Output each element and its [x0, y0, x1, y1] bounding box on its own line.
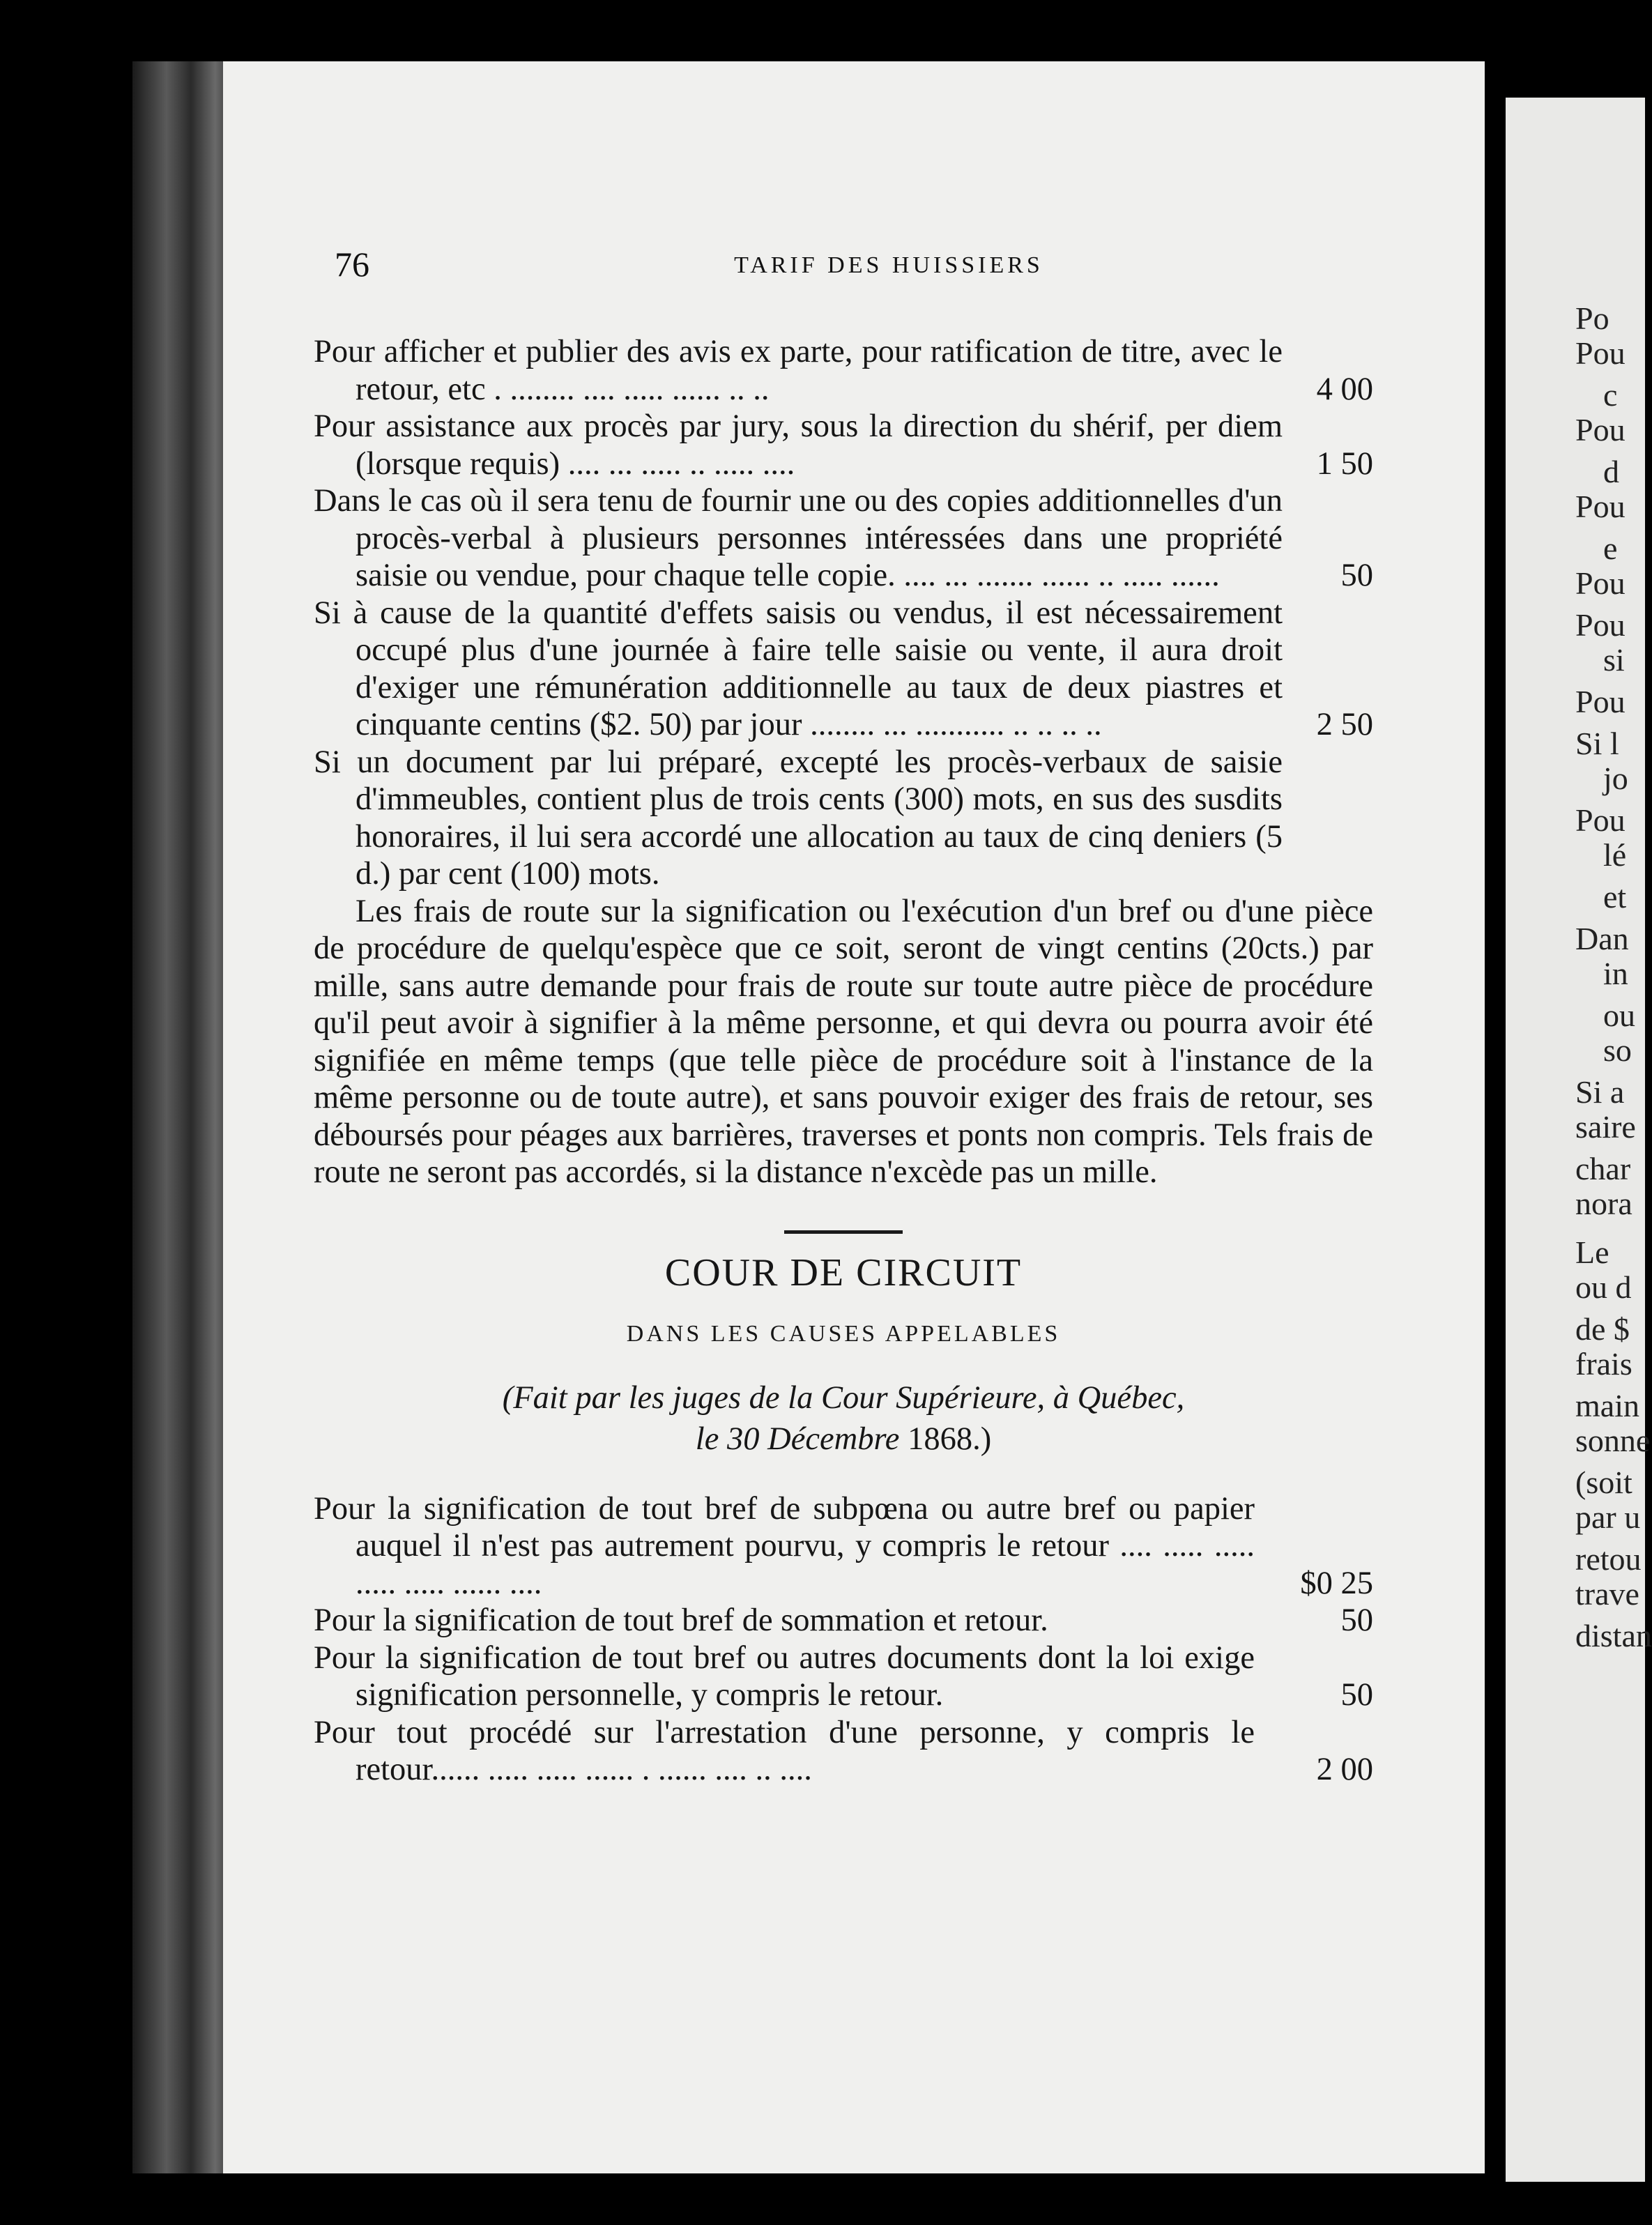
adjacent-page-fragment: d [1603, 454, 1619, 489]
fee-entry-amount: 2 00 [1316, 1752, 1373, 1787]
fee-list-bottom [314, 1490, 1373, 1789]
adjacent-page-fragment: Pou [1575, 607, 1626, 643]
adjacent-page-fragment: ou [1603, 997, 1635, 1033]
fee-entry [314, 408, 1373, 482]
fee-list-bottom-wrap [314, 1490, 1373, 1789]
adjacent-page-fragment: ou d [1575, 1269, 1632, 1305]
fee-entry-amount: 4 00 [1316, 371, 1373, 407]
adjacent-page-fragment: Pou [1575, 565, 1626, 601]
travel-fees-paragraph: Les frais de route sur la signification ou l'exécution d'un bref ou d'une pièce de procédure de quelqu'espèce que ce soit, seront de vingt centins (20cts.) par mille, sans autre demande pour frais de route sur toute autre pièce de procédure qu'il peut avoir à signifier à la même personne, et qui devra ou pourra avoir été signifiée en même temps (que telle pièce de procédure soit à l'instance de la même personne ou de toute autre), et sans pouvoir exiger des frais de retour, ses déboursés pour péages aux barrières, traverses et ponts non compris. Tels frais de route ne seront pas accordés, si la distance n'excède pas un mille. [314, 893, 1373, 1190]
fee-entry [314, 1602, 1373, 1639]
fee-entry-amount: 1 50 [1316, 445, 1373, 482]
note-month: Décembre [767, 1421, 900, 1457]
section-note-line1: (Fait par les juges de la Cour Supérieure, à Québec, [502, 1379, 1185, 1416]
adjacent-page-fragment: so [1603, 1032, 1632, 1068]
section-note-line2 [314, 1421, 1373, 1458]
adjacent-page-fragment: Dan [1575, 921, 1629, 956]
adjacent-page-fragment: sonne [1575, 1423, 1651, 1458]
page-header [335, 244, 1443, 293]
page-text [314, 333, 1373, 1789]
fee-entry-text: Pour la signification de tout bref de sommation et retour. [314, 1603, 1048, 1638]
adjacent-page-fragment: Pou [1575, 335, 1626, 371]
fee-entry [314, 482, 1373, 595]
fee-entry-text: Pour la signification de tout bref de subpœna ou autre bref ou papier auquel il n'est pas autrement pourvu, y compris le retour .... ..... ..... ..... ..... ...... .... [314, 1490, 1255, 1601]
adjacent-page-fragment: si [1603, 642, 1625, 678]
adjacent-page-fragment: Pou [1575, 412, 1626, 448]
fee-entry [314, 1714, 1373, 1789]
adjacent-page-fragment: par u [1575, 1499, 1641, 1535]
fee-list-top [314, 333, 1373, 893]
adjacent-page-fragment: Pou [1575, 489, 1626, 524]
section-divider [784, 1230, 903, 1234]
adjacent-page-fragment: Le [1575, 1234, 1609, 1270]
book-page [223, 61, 1485, 2173]
fee-entry-text: Pour la signification de tout bref ou autres documents dont la loi exige signification personnelle, y compris le retour. [314, 1639, 1255, 1713]
running-head: TARIF DES HUISSIERS [734, 252, 1043, 278]
adjacent-page-fragment: et [1603, 879, 1627, 915]
fee-entry-amount: 50 [1340, 1677, 1373, 1713]
fee-entry-amount: 50 [1340, 1603, 1373, 1638]
fee-entry-text: Pour afficher et publier des avis ex parte, pour ratification de titre, avec le retour, etc . ........ .... ..... ...... .. .. [314, 334, 1283, 407]
adjacent-page-fragment: main [1575, 1388, 1639, 1423]
fee-entry [314, 1490, 1373, 1603]
adjacent-page-fragment: c [1603, 377, 1618, 413]
adjacent-page-fragment: jo [1603, 760, 1628, 796]
adjacent-page-fragment: Pou [1575, 684, 1626, 719]
adjacent-page-fragment: in [1603, 956, 1628, 991]
fee-entry-text: Si à cause de la quantité d'effets saisis ou vendus, il est nécessairement occupé plus d'une journée à faire telle saisie ou vente, il aura droit d'exiger une rémunération additionnelle au taux de deux piastres et cinquante centins ($2. 50) par jour ........ ... ........... .. .. .. .. [314, 595, 1283, 742]
adjacent-page-fragment: Si l [1575, 726, 1619, 761]
fee-entry-text: Si un document par lui préparé, excepté les procès-verbaux de saisie d'immeubles, contient plus de trois cents (300) mots, en sus des susdits honoraires, il lui sera accordé une allocation au taux de cinq deniers (5 d.) par cent (100) mots. [314, 744, 1283, 892]
fee-entry [314, 595, 1373, 744]
fee-entry-text: Pour assistance aux procès par jury, sous la direction du shérif, per diem (lorsque requis) .... ... ..... .. ..... .... [314, 408, 1283, 482]
fee-entry-text: Pour tout procédé sur l'arrestation d'une personne, y compris le retour...... ..... ..... ...... . ...... .... .. .... [314, 1714, 1255, 1787]
book-spine [132, 61, 230, 2173]
adjacent-page-fragment: retou [1575, 1541, 1642, 1577]
adjacent-page-fragment: distan [1575, 1618, 1652, 1653]
adjacent-page-fragment: trave [1575, 1576, 1639, 1612]
section-subtitle: DANS LES CAUSES APPELABLES [626, 1321, 1061, 1347]
adjacent-page-fragment: e [1603, 530, 1618, 566]
fee-entry [314, 1639, 1373, 1714]
fee-entry-text: Dans le cas où il sera tenu de fournir une ou des copies additionnelles d'un procès-verbal à plusieurs personnes intéressées dans une propriété saisie ou vendue, pour chaque telle copie. .... ... ....... ...... .. ..... ...... [314, 483, 1283, 593]
adjacent-page-fragment: Si a [1575, 1074, 1625, 1110]
note-prefix: le 30 [695, 1421, 768, 1457]
adjacent-page-fragment: lé [1603, 837, 1627, 873]
adjacent-page-fragment: char [1575, 1151, 1631, 1186]
adjacent-page-fragment: nora [1575, 1186, 1632, 1221]
fee-entry-amount: 2 50 [1316, 707, 1373, 742]
fee-entry-amount: $0 25 [1300, 1565, 1373, 1601]
adjacent-page-fragment: Pou [1575, 802, 1626, 838]
fee-entry [314, 333, 1373, 408]
adjacent-page-fragment: de $ [1575, 1311, 1630, 1347]
adjacent-page-edge [1506, 98, 1652, 2182]
adjacent-page-fragment: (soit [1575, 1465, 1632, 1500]
adjacent-page-fragment: frais [1575, 1346, 1632, 1382]
fee-entry [314, 744, 1373, 893]
fee-entry-amount: 50 [1340, 558, 1373, 593]
adjacent-page-fragment: saire [1575, 1109, 1636, 1145]
note-suffix: 1868.) [899, 1421, 992, 1457]
adjacent-page-fragment: Po [1575, 300, 1609, 336]
page-number: 76 [335, 245, 369, 284]
section-title: COUR DE CIRCUIT [664, 1251, 1023, 1294]
